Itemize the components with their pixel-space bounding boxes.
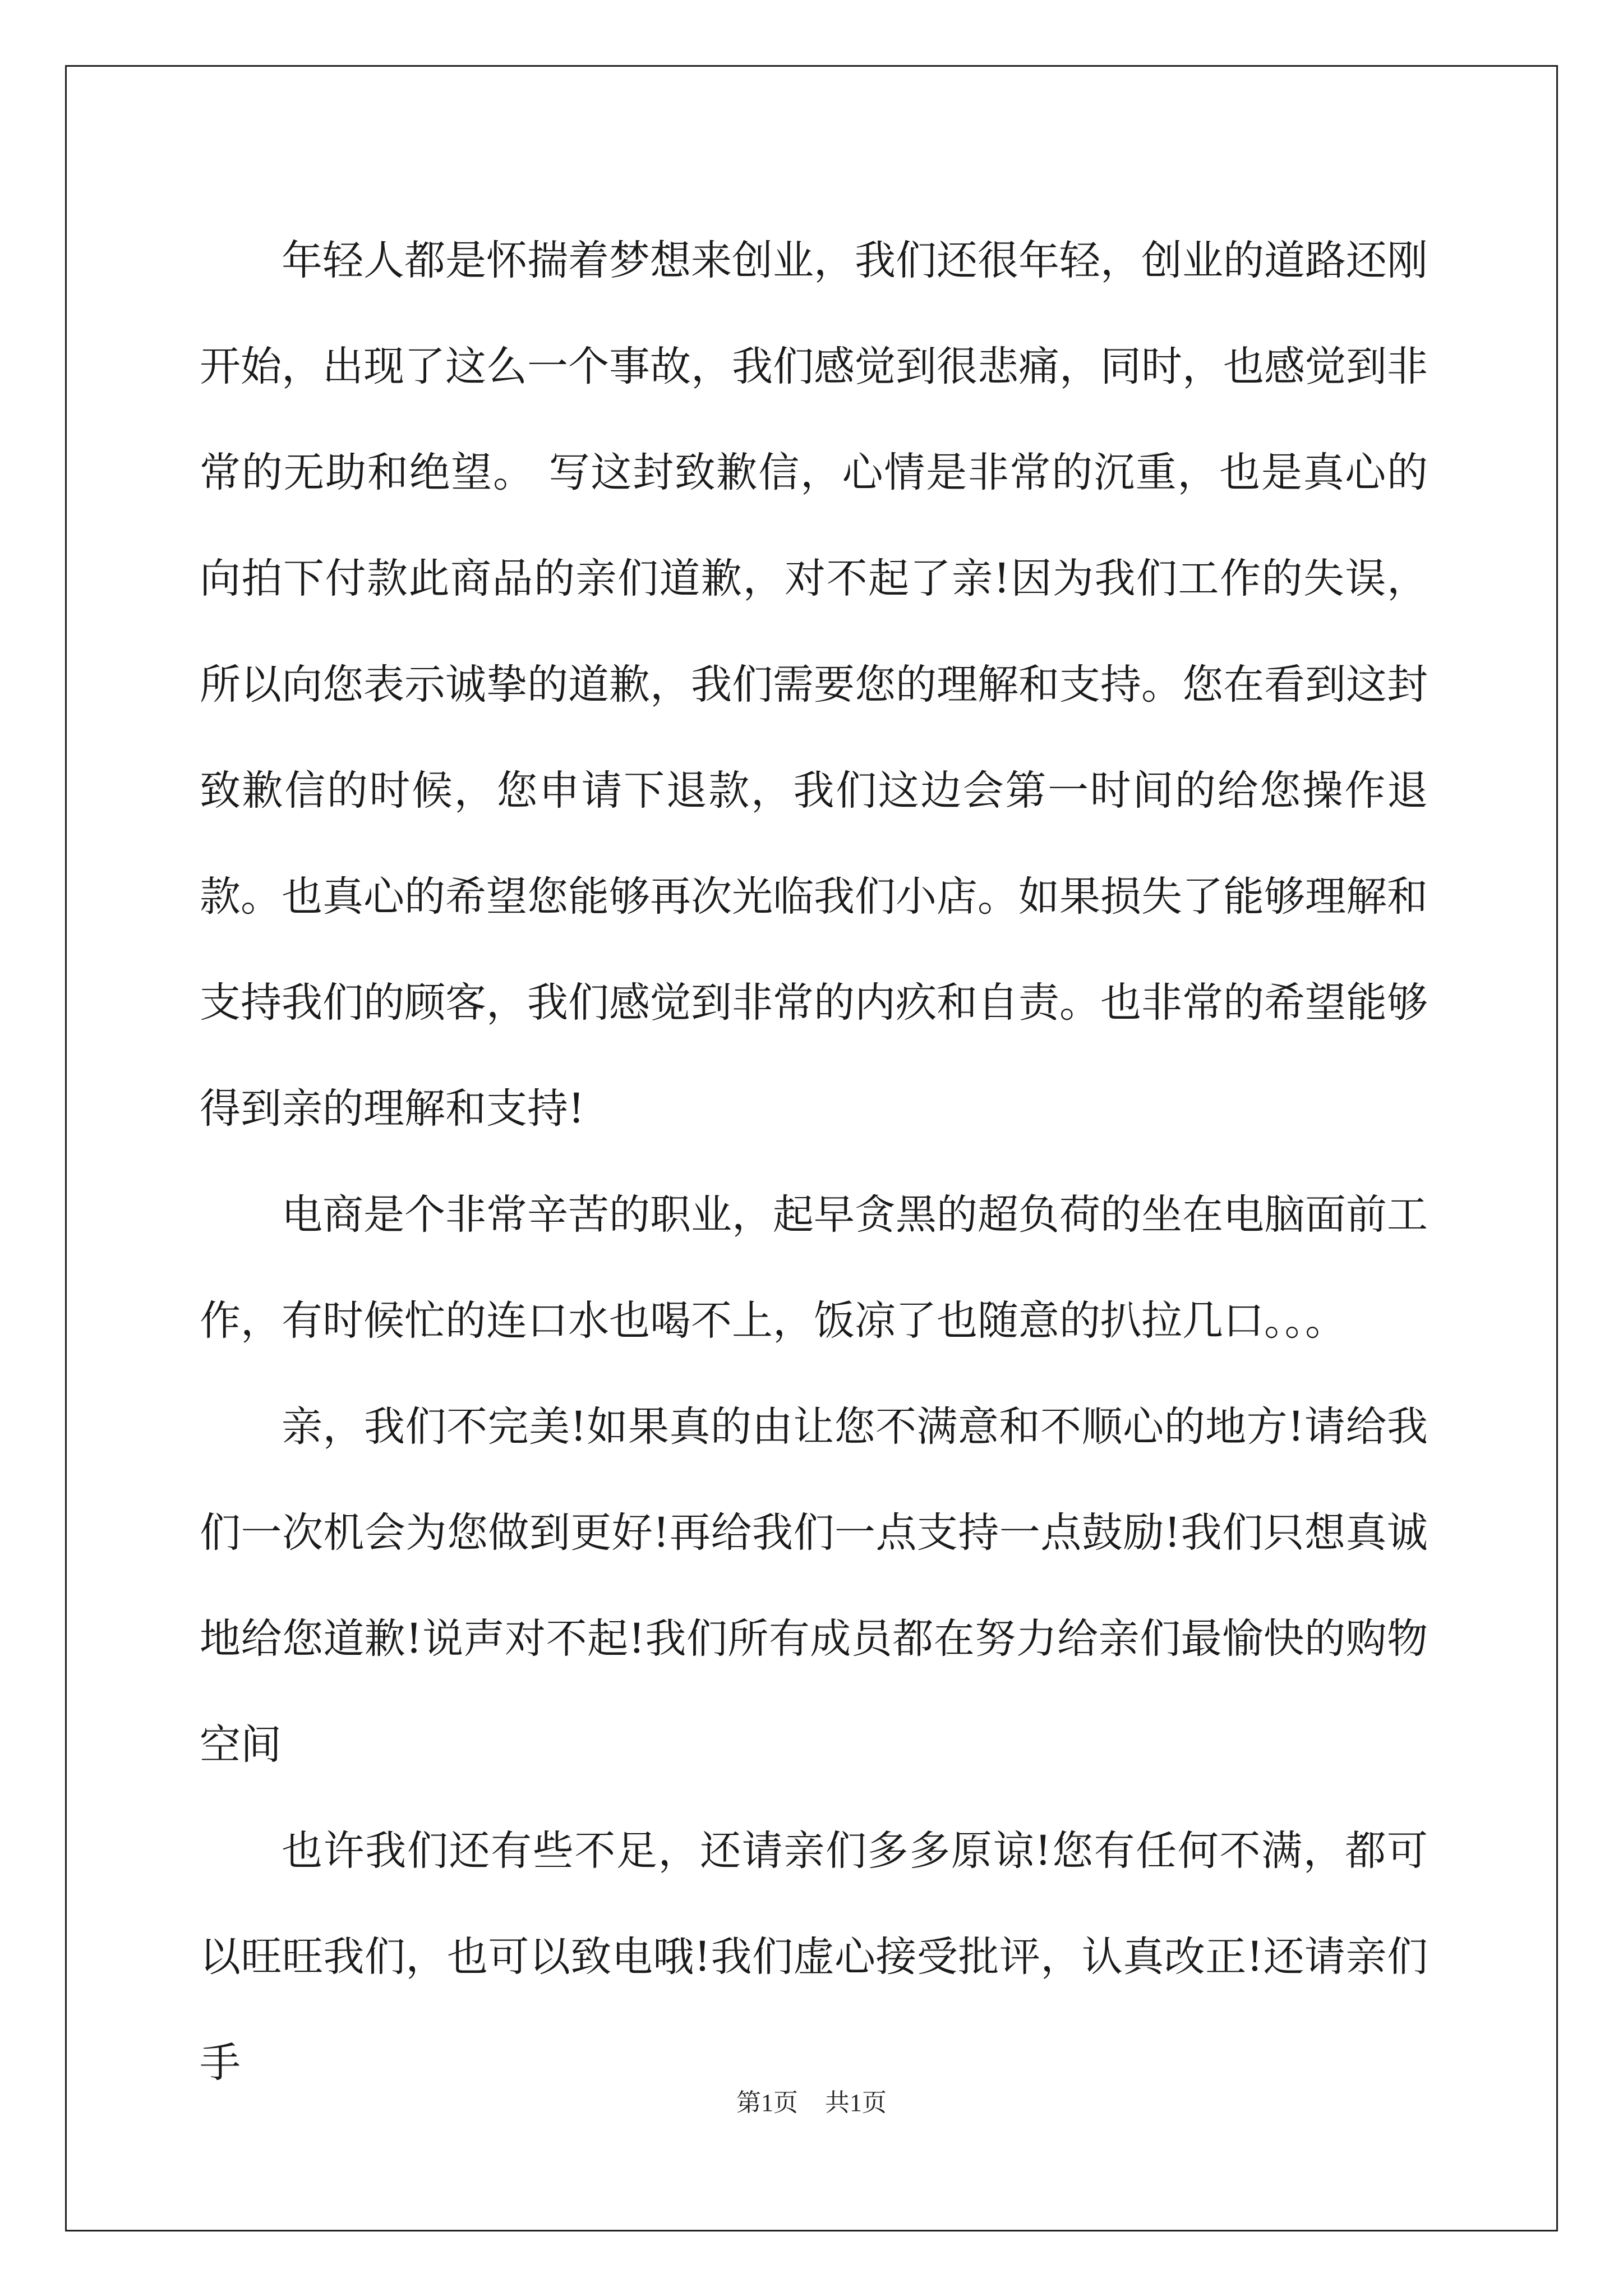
paragraph-4: 也许我们还有些不足，还请亲们多多原谅!您有任何不满，都可以旺旺我们，也可以致电哦!我们虚心接受批评，认真改正!还请亲们手 (200, 1827, 1428, 2087)
paragraph-2: 电商是个非常辛苦的职业，起早贪黑的超负荷的坐在电脑面前工作，有时候忙的连口水也喝不上，饭凉了也随意的扒拉几口。。。 (200, 1191, 1428, 1345)
paragraph-3: 亲，我们不完美!如果真的由让您不满意和不顺心的地方!请给我们一次机会为您做到更好!再给我们一点支持一点鼓励!我们只想真诚地给您道歉!说声对不起!我们所有成员都在努力给亲们最愉快的购物空间 (200, 1403, 1428, 1769)
page-total: 共1页 (825, 2089, 887, 2116)
paragraph-1: 年轻人都是怀揣着梦想来创业，我们还很年轻，创业的道路还刚开始，出现了这么一个事故，我们感觉到很悲痛，同时，也感觉到非常的无助和绝望。 写这封致歉信，心情是非常的沉重，也是真心的向拍下付款此商品的亲们道歉，对不起了亲!因为我们工作的失误，所以向您表示诚挚的道歉，我们需要您的理解和支持。您在看到这封致歉信的时候，您申请下退款，我们这边会第一时间的给您操作退款。也真心的希望您能够再次光临我们小店。如果损失了能够理解和支持我们的顾客，我们感觉到非常的内疚和自责。也非常的希望能够得到亲的理解和支持! (200, 237, 1428, 1133)
page-footer (0, 2082, 1623, 2118)
document-body (200, 208, 1428, 2116)
page-number: 第1页 (736, 2089, 798, 2116)
